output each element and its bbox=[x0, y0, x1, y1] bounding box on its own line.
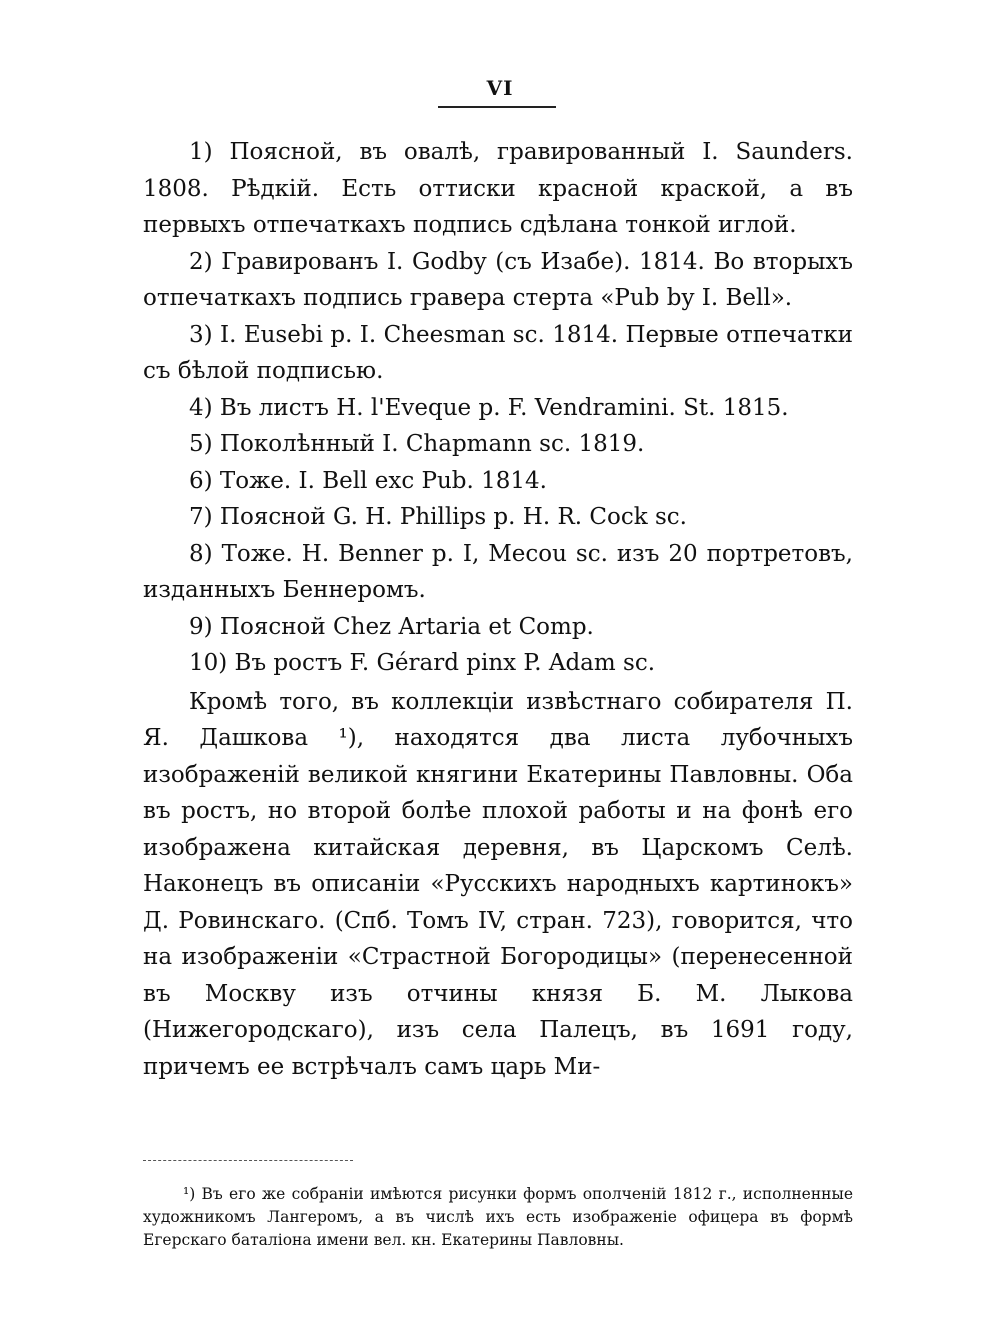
list-item: 3) I. Eusebi p. I. Cheesman sc. 1814. Первые отпечатки съ бѣлой подписью. bbox=[143, 321, 853, 384]
list-item: 10) Въ ростъ F. Gérard pinx P. Adam sc. bbox=[189, 650, 656, 676]
list-item: 2) Гравированъ I. Godby (съ Изабе). 1814. Во вторыхъ отпечаткахъ подпись гравера стерта «Pub by I. Bell». bbox=[143, 248, 853, 311]
list-item: 7) Поясной G. H. Phillips p. H. R. Cock sc. bbox=[189, 504, 687, 530]
list-item: 4) Въ листъ H. l'Eveque p. F. Vendramini. St. 1815. bbox=[189, 394, 789, 421]
footnote-rule bbox=[143, 1160, 353, 1161]
list-item: 6) Тоже. I. Bell exc Pub. 1814. bbox=[189, 467, 547, 494]
header-rule bbox=[438, 106, 556, 108]
list-item: 9) Поясной Chez Artaria et Comp. bbox=[189, 613, 594, 640]
main-text bbox=[143, 134, 853, 1085]
list-item: 5) Поколѣнный I. Chapmann sc. 1819. bbox=[189, 431, 645, 457]
page-number: VI bbox=[486, 76, 514, 100]
footnote-text: ¹) Въ его же собраніи имѣются рисунки формъ ополченій 1812 г., исполненные художникомъ Лангеромъ, а въ числѣ ихъ есть изображеніе офицера въ формѣ Егерскаго баталіона имени вел. кн. Екатерины Павловны. bbox=[143, 1185, 853, 1249]
list-item: 8) Тоже. H. Benner p. I, Mecou sc. изъ 20 портретовъ, изданныхъ Беннеромъ. bbox=[143, 540, 853, 603]
list-item: 1) Поясной, въ овалѣ, гравированный I. Saunders. 1808. Рѣдкій. Есть оттиски красной краской, а въ первыхъ отпечаткахъ подпись сдѣлана тонкой иглой. bbox=[143, 139, 853, 238]
footnote bbox=[143, 1183, 853, 1252]
body-paragraph: Кромѣ того, въ коллекціи извѣстнаго собирателя П. Я. Дашкова ¹), находятся два листа лубочныхъ изображеній великой княгини Екатерины Павловны. Оба въ ростъ, но второй болѣе плохой работы и на фонѣ его изображена китайская деревня, въ Царскомъ Селѣ. Наконецъ въ описаніи «Русскихъ народныхъ картинокъ» Д. Ровинскаго. (Спб. Томъ IV, стран. 723), говорится, что на изображеніи «Страстной Богородицы» (перенесенной въ Москву изъ отчины князя Б. М. Лыкова (Нижегородскаго), изъ села Палецъ, въ 1691 году, причемъ ее встрѣчалъ самъ царь Ми- bbox=[143, 688, 853, 1080]
